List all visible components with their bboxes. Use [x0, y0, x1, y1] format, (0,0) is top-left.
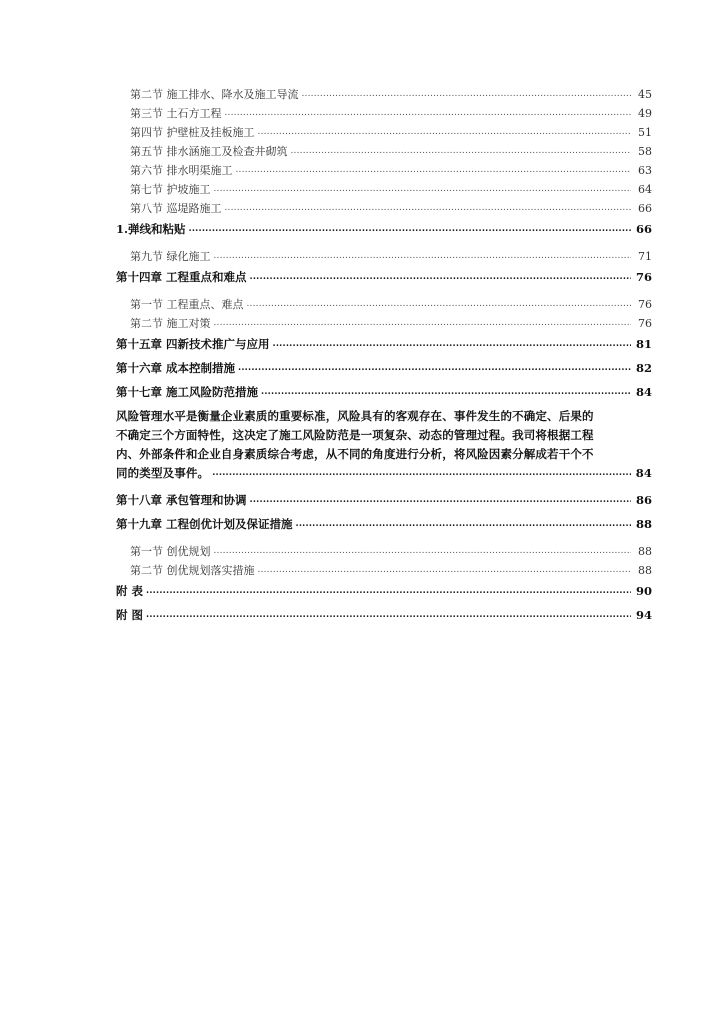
dot-leader: [247, 298, 632, 311]
toc-entry-label: 附 图: [116, 608, 144, 622]
toc-page-number: 66: [635, 222, 652, 236]
toc-entry-label: 第八节 巡堤路施工: [130, 202, 222, 215]
toc-page-number: 94: [635, 608, 652, 622]
spacer: [116, 399, 652, 407]
toc-page-number: 76: [638, 317, 652, 330]
dot-leader: [214, 317, 632, 330]
toc-entry-label: 第七节 护坡施工: [130, 183, 211, 196]
toc-entry[interactable]: [116, 196, 652, 215]
dot-leader: [236, 164, 632, 177]
toc-page-number: 82: [635, 361, 652, 375]
toc-entry[interactable]: [116, 158, 652, 177]
toc-page-number: 45: [638, 88, 652, 101]
toc-chapter-entry[interactable]: [116, 338, 652, 351]
paragraph-last-line: [116, 464, 652, 483]
toc-entry-label: 第二节 施工排水、降水及施工导流: [130, 88, 299, 101]
toc-entry-label: 第三节 土石方工程: [130, 107, 222, 120]
toc-page-number: 84: [635, 385, 652, 399]
toc-entry[interactable]: [116, 101, 652, 120]
paragraph-line: 内、外部条件和企业自身素质综合考虑，从不同的角度进行分析，将风险因素分解成若干个不: [116, 447, 594, 461]
toc-entry-label: 第十七章 施工风险防范措施: [116, 385, 259, 399]
toc-page-number: 58: [638, 145, 652, 158]
toc-entry[interactable]: [116, 120, 652, 139]
dot-leader: [214, 250, 632, 263]
dot-leader: [250, 494, 631, 507]
dot-leader: [225, 202, 632, 215]
spacer: [116, 598, 652, 609]
toc-chapter-entry[interactable]: [116, 386, 652, 399]
toc-page-number: 63: [638, 164, 652, 177]
dot-leader: [273, 338, 631, 351]
toc-entry-label: 1.弹线和粘贴: [116, 222, 186, 236]
toc-entry-label: 同的类型及事件。: [116, 466, 210, 480]
toc-entry-label: 第十四章 工程重点和难点: [116, 270, 247, 284]
toc-entry[interactable]: [116, 311, 652, 330]
toc-chapter-entry[interactable]: [116, 362, 652, 375]
toc-page-number: 49: [638, 107, 652, 120]
toc-heading-entry[interactable]: [116, 223, 652, 236]
toc-page-number: 88: [635, 517, 652, 531]
paragraph-line: 风险管理水平是衡量企业素质的重要标准，风险具有的客观存在、事件发生的不确定、后果的: [116, 409, 594, 423]
toc-entry[interactable]: [116, 139, 652, 158]
dot-leader: [212, 464, 631, 483]
toc-entry-label: 第九节 绿化施工: [130, 250, 211, 263]
toc-entry[interactable]: [116, 82, 652, 101]
toc-page-number: 90: [635, 584, 652, 598]
toc-page-number: 84: [635, 466, 652, 480]
toc-entry-label: 第二节 创优规划落实措施: [130, 564, 255, 577]
toc-entry-label: 第一节 工程重点、难点: [130, 298, 244, 311]
dot-leader: [296, 518, 631, 531]
dot-leader: [189, 223, 631, 236]
toc-paragraph-entry[interactable]: [116, 407, 652, 483]
toc-entry[interactable]: [116, 558, 652, 577]
dot-leader: [146, 609, 631, 622]
dot-leader: [214, 183, 632, 196]
toc-entry[interactable]: [116, 292, 652, 311]
toc-page-number: 71: [638, 250, 652, 263]
toc-entry[interactable]: [116, 539, 652, 558]
dot-leader: [238, 362, 631, 375]
spacer: [116, 236, 652, 244]
toc-entry-label: 第一节 创优规划: [130, 545, 211, 558]
toc-page-number: 88: [638, 564, 652, 577]
spacer: [116, 215, 652, 223]
spacer: [116, 531, 652, 539]
dot-leader: [250, 271, 631, 284]
toc-entry[interactable]: [116, 244, 652, 263]
table-of-contents: [116, 82, 652, 622]
toc-page-number: 64: [638, 183, 652, 196]
toc-entry-label: 第十五章 四新技术推广与应用: [116, 337, 270, 351]
toc-page-number: 81: [635, 337, 652, 351]
dot-leader: [146, 585, 631, 598]
toc-entry-label: 附 表: [116, 584, 144, 598]
toc-entry-label: 第十六章 成本控制措施: [116, 361, 236, 375]
toc-chapter-entry[interactable]: [116, 518, 652, 531]
toc-entry[interactable]: [116, 177, 652, 196]
toc-chapter-entry[interactable]: [116, 494, 652, 507]
dot-leader: [258, 126, 632, 139]
toc-entry-label: 第十八章 承包管理和协调: [116, 493, 247, 507]
dot-leader: [291, 145, 632, 158]
dot-leader: [225, 107, 632, 120]
spacer: [116, 284, 652, 292]
dot-leader: [258, 564, 632, 577]
toc-appendix-entry[interactable]: [116, 609, 652, 622]
toc-entry-label: 第四节 护壁桩及挂板施工: [130, 126, 255, 139]
toc-page-number: 88: [638, 545, 652, 558]
toc-appendix-entry[interactable]: [116, 585, 652, 598]
spacer: [116, 577, 652, 585]
toc-page-number: 76: [635, 270, 652, 284]
toc-entry-label: 第二节 施工对策: [130, 317, 211, 330]
toc-page-number: 66: [638, 202, 652, 215]
toc-page-number: 51: [638, 126, 652, 139]
dot-leader: [261, 386, 631, 399]
toc-page-number: 76: [638, 298, 652, 311]
dot-leader: [302, 88, 632, 101]
toc-entry-label: 第五节 排水涵施工及检查井砌筑: [130, 145, 288, 158]
toc-entry-label: 第十九章 工程创优计划及保证措施: [116, 517, 293, 531]
toc-chapter-entry[interactable]: [116, 271, 652, 284]
toc-entry-label: 第六节 排水明渠施工: [130, 164, 233, 177]
paragraph-line: 不确定三个方面特性，这决定了施工风险防范是一项复杂、动态的管理过程。我司将根据工程: [116, 428, 594, 442]
toc-page-number: 86: [635, 493, 652, 507]
dot-leader: [214, 545, 632, 558]
